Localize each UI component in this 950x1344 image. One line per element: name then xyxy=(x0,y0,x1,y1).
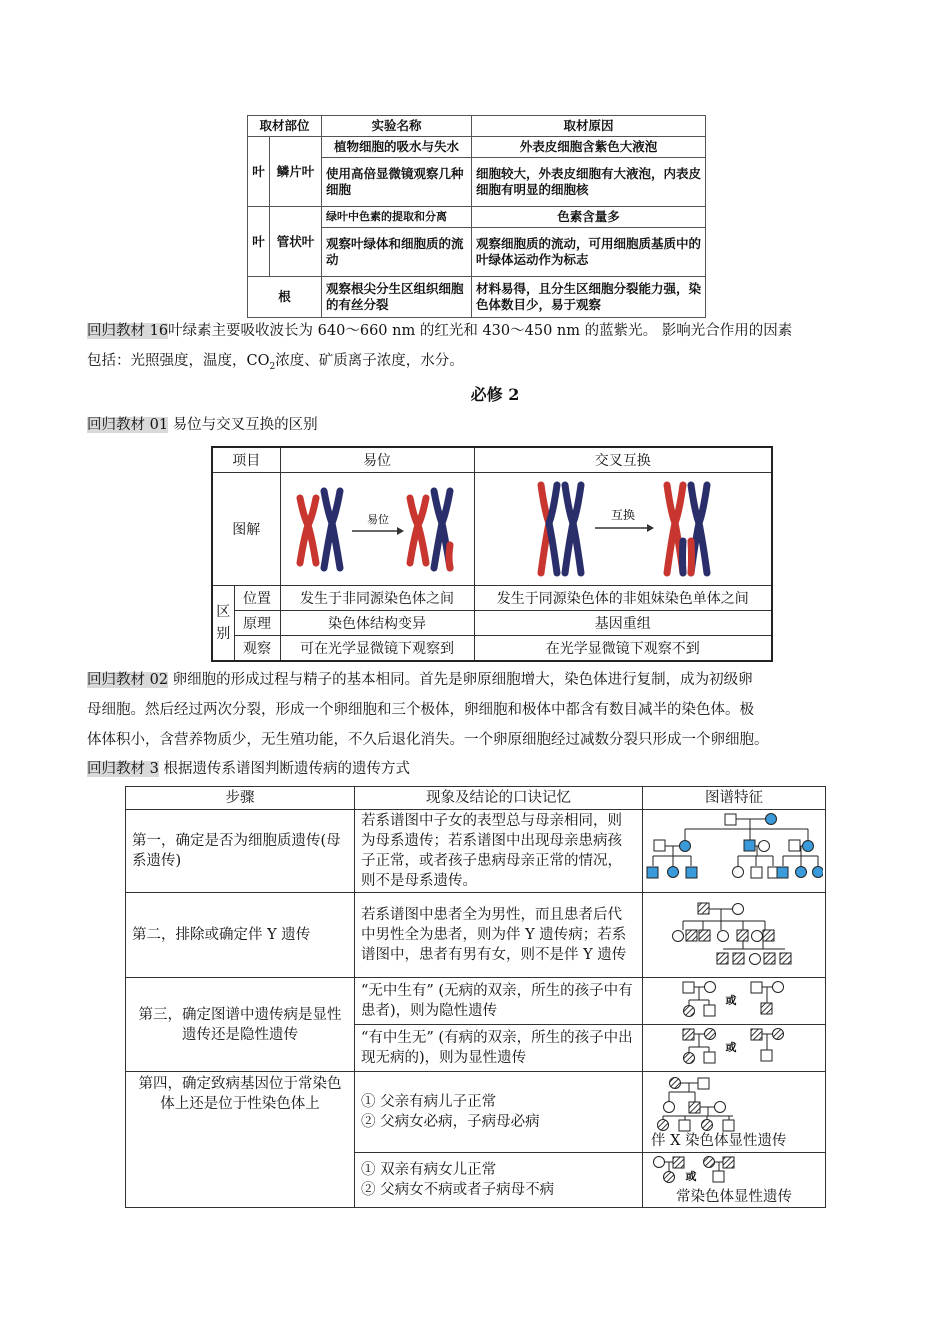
rule-line: ① 父亲有病儿子正常 xyxy=(361,1094,497,1110)
arrow-label: 易位 xyxy=(367,513,389,526)
reason-cell: 细胞较大，外表皮细胞有大液泡，内表皮细胞有明显的细胞核 xyxy=(472,158,706,207)
pedigree-recessive xyxy=(643,978,826,1025)
pedigree-image xyxy=(643,811,823,885)
translocation-diagram xyxy=(280,473,474,586)
paragraph-text: 母细胞。然后经过两次分裂，形成一个卵细胞和三个极体，卵细胞和极体中都含有数目减半的染色体。极 xyxy=(87,702,754,718)
section-title: 必修 2 xyxy=(470,385,520,404)
material-table xyxy=(247,115,706,318)
pedigree-autosomal-dominant xyxy=(643,1153,826,1208)
row-key: 位置 xyxy=(234,586,280,611)
pedigree-table xyxy=(125,786,826,1208)
row-value: 发生于同源染色体的非姐妹染色单体之间 xyxy=(474,586,772,611)
header-crossover: 交叉互换 xyxy=(474,447,772,473)
header-step: 步骤 xyxy=(126,787,355,810)
leaf-label: 叶 xyxy=(248,137,270,207)
subscript: 2 xyxy=(269,361,276,372)
arrow-label: 互换 xyxy=(610,508,635,522)
step-cell: 第四，确定致病基因位于常染色体上还是位于性染色体上 xyxy=(126,1072,355,1208)
header-rule: 现象及结论的口诀记忆 xyxy=(355,787,643,810)
paragraph-01 xyxy=(87,410,867,440)
pattern-caption: 常染色体显性遗传 xyxy=(676,1189,792,1205)
exp-cell: 观察叶绿体和细胞质的流动 xyxy=(322,228,472,277)
paragraph-02 xyxy=(87,665,867,755)
row-value: 染色体结构变异 xyxy=(280,611,474,636)
section-tag: 回归教材 01 xyxy=(87,417,169,433)
rule-line: ② 父病女必病，子病母必病 xyxy=(361,1114,540,1130)
tube-leaf-label: 管状叶 xyxy=(270,207,322,277)
row-value: 可在光学显微镜下观察到 xyxy=(280,636,474,662)
exp-cell: 绿叶中色素的提取和分离 xyxy=(322,207,472,228)
difference-label: 区别 xyxy=(212,586,234,662)
pedigree-image xyxy=(643,1074,823,1132)
rule-cell xyxy=(355,1072,643,1153)
chromosome-crossover-image xyxy=(477,473,769,581)
header-part: 取材部位 xyxy=(248,116,322,137)
header-item: 项目 xyxy=(212,447,280,473)
reason-cell: 外表皮细胞含紫色大液泡 xyxy=(472,137,706,158)
row-value: 基因重组 xyxy=(474,611,772,636)
or-label: 或 xyxy=(685,1170,697,1183)
exp-cell: 观察根尖分生区组织细胞的有丝分裂 xyxy=(322,277,472,318)
pedigree-image xyxy=(643,978,823,1018)
translocation-table xyxy=(211,446,773,662)
paragraph-text: 包括：光照强度，温度，CO xyxy=(87,353,270,369)
paragraph-text: 浓度、矿质离子浓度，水分。 xyxy=(275,353,464,369)
pedigree-image xyxy=(643,1025,823,1065)
exp-cell: 植物细胞的吸水与失水 xyxy=(322,137,472,158)
paragraph-text: 体体积小，含营养物质少，无生殖功能，不久后退化消失。一个卵原细胞经过减数分裂只形成一个卵细胞。 xyxy=(87,732,769,748)
paragraph-text: 易位与交叉互换的区别 xyxy=(168,417,318,433)
scale-leaf-label: 鳞片叶 xyxy=(270,137,322,207)
pattern-caption: 伴 X 染色体显性遗传 xyxy=(651,1133,787,1149)
pedigree-dominant xyxy=(643,1025,826,1072)
section-tag: 回归教材 02 xyxy=(87,672,169,688)
rule-cell: 若系谱图中患者全为男性，而且患者后代中男性全为患者，则为伴 Y 遗传病；若系谱图中，患者有男有女，则不是伴 Y 遗传 xyxy=(355,893,643,978)
pedigree-mitochondrial xyxy=(643,810,826,893)
header-reason: 取材原因 xyxy=(472,116,706,137)
or-label: 或 xyxy=(725,994,737,1007)
rule-line: ② 父病女不病或者子病母不病 xyxy=(361,1182,555,1198)
paragraph-16 xyxy=(87,316,867,382)
rule-cell: 若系谱图中子女的表型总与母亲相同，则为母系遗传；若系谱图中出现母亲患病孩子正常，或者孩子患病母亲正常的情况，则不是母系遗传。 xyxy=(355,810,643,893)
or-label: 或 xyxy=(725,1041,737,1054)
paragraph-text: 叶绿素主要吸收波长为 640～660 nm 的红光和 430～450 nm 的蓝紫光。 影响光合作用的因素 xyxy=(168,323,793,339)
step-cell: 第三，确定图谱中遗传病是显性遗传还是隐性遗传 xyxy=(126,978,355,1072)
section-tag: 回归教材 16 xyxy=(87,323,169,339)
reason-cell: 观察细胞质的流动，可用细胞质基质中的叶绿体运动作为标志 xyxy=(472,228,706,277)
rule-cell: “有中生无” (有病的双亲，所生的孩子中出现无病的)，则为显性遗传 xyxy=(355,1025,643,1072)
row-value: 在光学显微镜下观察不到 xyxy=(474,636,772,662)
pedigree-x-dominant xyxy=(643,1072,826,1153)
leaf-label: 叶 xyxy=(248,207,270,277)
rule-line: ① 双亲有病女儿正常 xyxy=(361,1162,497,1178)
rule-cell xyxy=(355,1153,643,1208)
step-cell: 第一，确定是否为细胞质遗传(母系遗传) xyxy=(126,810,355,893)
header-pattern: 图谱特征 xyxy=(643,787,826,810)
rule-cell: “无中生有” (无病的双亲，所生的孩子中有患者)，则为隐性遗传 xyxy=(355,978,643,1025)
row-value: 发生于非同源染色体之间 xyxy=(280,586,474,611)
paragraph-text: 根据遗传系谱图判断遗传病的遗传方式 xyxy=(158,761,410,777)
exp-cell: 使用高倍显微镜观察几种细胞 xyxy=(322,158,472,207)
pedigree-y-linked xyxy=(643,893,826,978)
root-label: 根 xyxy=(248,277,322,318)
crossover-diagram xyxy=(474,473,772,586)
reason-cell: 材料易得，且分生区细胞分裂能力强，染色体数目少，易于观察 xyxy=(472,277,706,318)
row-key: 原理 xyxy=(234,611,280,636)
row-key: 观察 xyxy=(234,636,280,662)
reason-cell: 色素含量多 xyxy=(472,207,706,228)
paragraph-3 xyxy=(87,754,867,784)
paragraph-text: 卵细胞的形成过程与精子的基本相同。首先是卵原细胞增大，染色体进行复制，成为初级卵 xyxy=(168,672,753,688)
header-translocation: 易位 xyxy=(280,447,474,473)
pedigree-image xyxy=(643,1154,823,1188)
section-tag: 回归教材 3 xyxy=(87,761,159,777)
chromosome-translocation-image xyxy=(282,473,472,581)
header-experiment: 实验名称 xyxy=(322,116,472,137)
step-cell: 第二，排除或确定伴 Y 遗传 xyxy=(126,893,355,978)
diagram-label: 图解 xyxy=(212,473,280,586)
pedigree-image xyxy=(643,893,823,971)
